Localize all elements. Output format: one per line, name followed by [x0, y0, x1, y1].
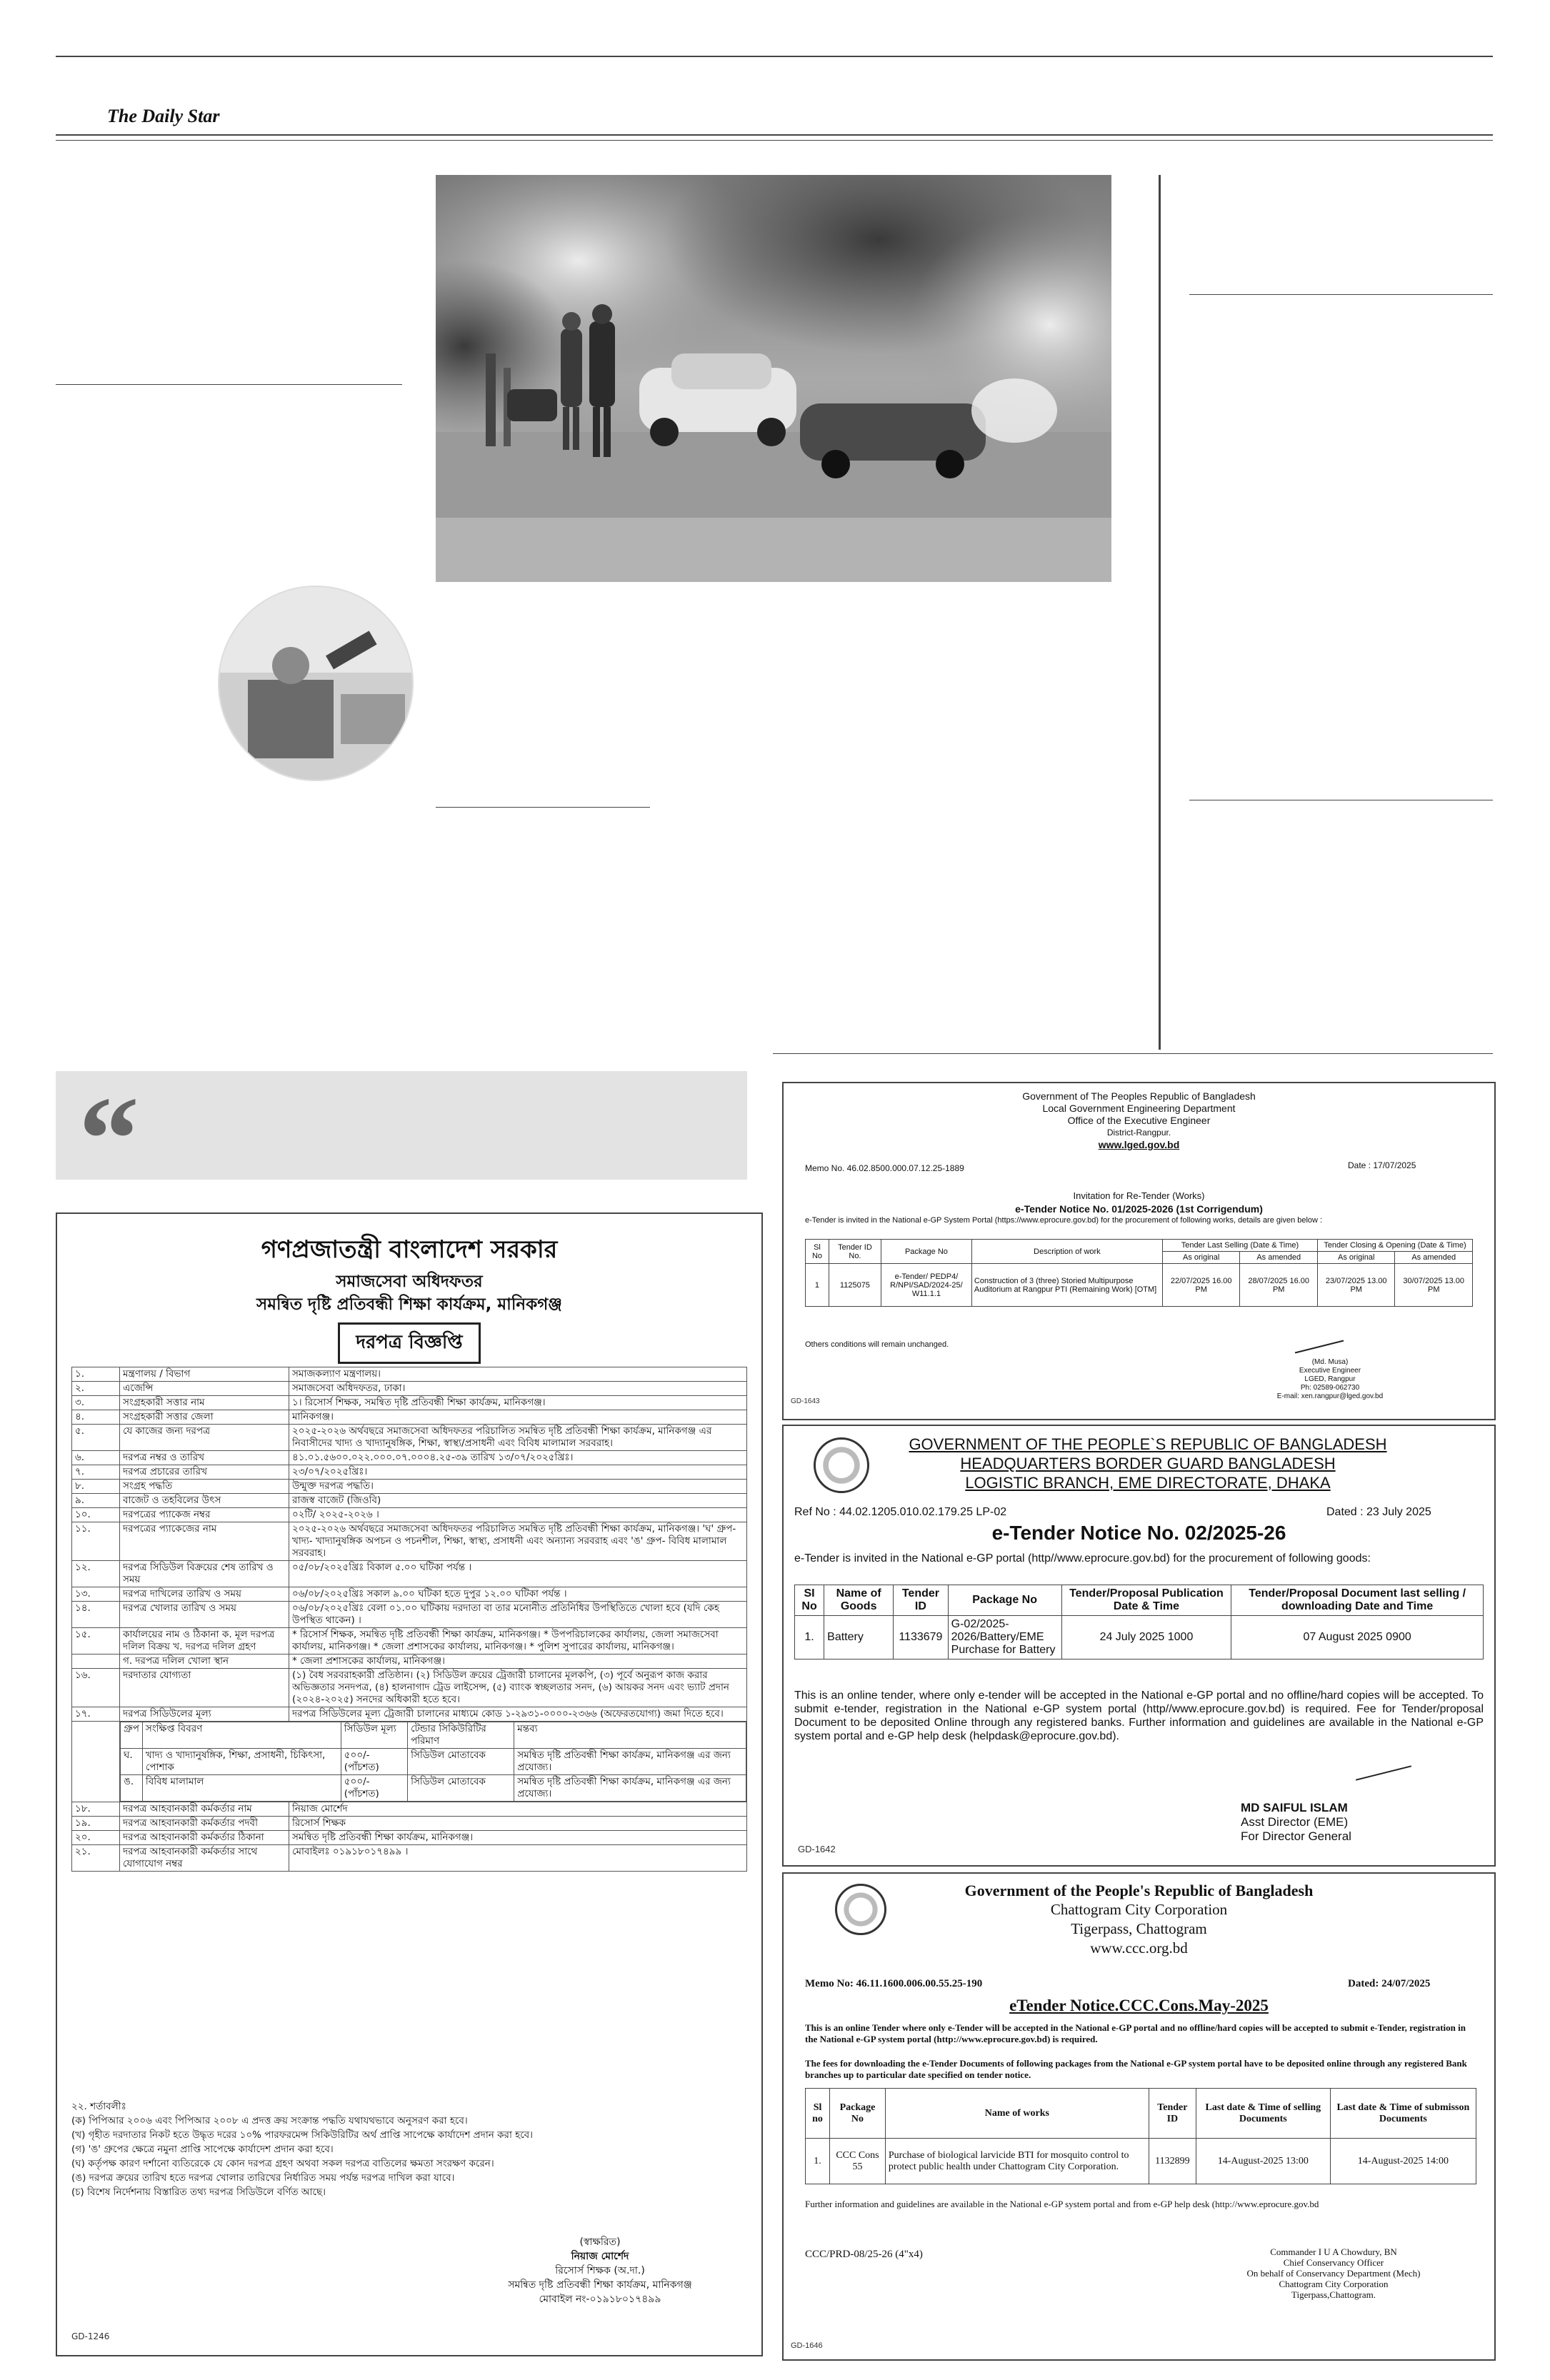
ccc-code: CCC/PRD-08/25-26 (4"x4)	[805, 2249, 923, 2260]
lged-invitation: Invitation for Re-Tender (Works)	[1073, 1190, 1205, 1201]
ccc-cell: 14-August-2025 14:00	[1330, 2139, 1476, 2184]
signature-line: নিয়াজ মোর্শেদ	[571, 2251, 629, 2262]
row-value: ০৬/০৮/২০২৫খ্রিঃ বেলা ০১.০০ ঘটিকায় দরদাতা বা তার মনোনীত প্রতিনিধির উপস্থিতিতে খোলা হবে (যদি কেহ উপস্থিত থাকেন) ।	[289, 1602, 747, 1628]
right-column-divider	[1159, 175, 1161, 1050]
lged-cell: 30/07/2025 13.00 PM	[1395, 1264, 1473, 1307]
lged-sub-4: As amended	[1395, 1252, 1473, 1264]
table-row	[72, 1707, 747, 1722]
lged-intro: e-Tender is invited in the National e-GP System Portal (https://www.eprocure.gov.bd) for the procurement of following works, details are given below :	[805, 1216, 1323, 1225]
row-label: সংগ্রহকারী সত্তার জেলা	[120, 1410, 289, 1425]
bgb-h3: LOGISTIC BRANCH, EME DIRECTORATE, DHAKA	[965, 1474, 1331, 1492]
row-value: ২৩/০৭/২০২৫খ্রিঃ।	[289, 1465, 747, 1480]
group-header: গ্রুপ	[121, 1722, 143, 1749]
ccc-cell: Purchase of biological larvicide BTI for mosquito control to protect public health under Chattogram City Corporation.	[885, 2139, 1149, 2184]
bgb-intro: e-Tender is invited in the National e-GP portal (http//www.eprocure.gov.bd) for the procurement of following goods:	[794, 1552, 1371, 1565]
row-value: মোবাইলঃ ০১৯১৮০১৭৪৯৯ ।	[289, 1845, 747, 1872]
lged-cell: 23/07/2025 13.00 PM	[1317, 1264, 1395, 1307]
lged-website[interactable]: www.lged.gov.bd	[1098, 1139, 1180, 1150]
row-value: ০৬/০৮/২০২৫খ্রিঃ সকাল ৯.০০ ঘটিকা হতে দুপুর ১২.০০ ঘটিকা পর্যন্ত ।	[289, 1587, 747, 1602]
row-label: বাজেট ও তহবিলের উৎস	[120, 1494, 289, 1508]
table-row	[72, 1382, 747, 1396]
bgb-cell: 1.	[795, 1616, 824, 1660]
ccc-signature-line: Commander I U A Chowdury, BN	[1270, 2246, 1397, 2257]
lged-sub-1: As original	[1162, 1252, 1240, 1264]
row-value: দরপত্র সিডিউলের মূল্য ট্রেজারী চালানের মাধ্যমে কোড ১-২৯৩১-০০০০-২৩৬৬ (অফেরতযোগ্য) জমা দিতে হবে।	[289, 1707, 747, 1722]
conditions	[71, 2099, 747, 2199]
lged-signature-line: E-mail: xen.rangpur@lged.gov.bd	[1276, 1392, 1384, 1400]
row-number: ৩.	[72, 1396, 120, 1410]
lged-signature-line: Ph: 02589-062730	[1300, 1384, 1360, 1392]
row-number: ১৬.	[72, 1669, 120, 1707]
row-number: ২১.	[72, 1845, 120, 1872]
right-rule-1	[1189, 294, 1493, 295]
notice-banner: দরপত্র বিজ্ঞপ্তি	[338, 1322, 480, 1364]
row-label: দরপত্র আহবানকারী কর্মকর্তার পদবী	[120, 1817, 289, 1831]
row-value: উন্মুক্ত দরপত্র পদ্ধতি।	[289, 1480, 747, 1494]
row-value: ০৫/০৮/২০২৫খ্রিঃ বিকাল ৫.০০ ঘটিকা পর্যন্ত ।	[289, 1561, 747, 1587]
masthead-rule-top	[56, 134, 1493, 136]
bgb-h-id: Tender ID	[894, 1585, 948, 1616]
table-row	[72, 1587, 747, 1602]
row-label: মন্ত্রণালয় / বিভাগ	[120, 1367, 289, 1382]
ccc-h-selling: Last date & Time of selling Documents	[1196, 2089, 1330, 2139]
quote-mark: “	[79, 1072, 139, 1206]
row-value: * জেলা প্রশাসকের কার্যালয়, মানিকগঞ্জ।	[289, 1655, 747, 1669]
row-label: এজেন্সি	[120, 1382, 289, 1396]
row-label: দরপত্রের প্যাকেজ নম্বর	[120, 1508, 289, 1522]
ad-section-rule	[773, 1053, 1493, 1054]
lged-h-desc: Description of work	[971, 1240, 1162, 1264]
group-cell: সিডিউল মোতাবেক	[408, 1749, 514, 1775]
bgb-code: GD-1642	[798, 1844, 836, 1854]
row-number: ২.	[72, 1382, 120, 1396]
lged-h2: Local Government Engineering Department	[1042, 1103, 1236, 1114]
top-rule	[56, 56, 1493, 57]
bgb-tender-ad	[782, 1425, 1496, 1867]
row-number: ৬.	[72, 1451, 120, 1465]
ccc-cell: 1.	[806, 2139, 830, 2184]
row-number: ১.	[72, 1367, 120, 1382]
table-row	[72, 1367, 747, 1382]
lged-h3: Office of the Executive Engineer	[1067, 1115, 1211, 1126]
ccc-cell: 14-August-2025 13:00	[1196, 2139, 1330, 2184]
bgb-table	[794, 1585, 1484, 1660]
table-row	[72, 1480, 747, 1494]
row-label: গ. দরপত্র দলিল খোলা স্থান	[120, 1655, 289, 1669]
ad-code: GD-1246	[71, 2331, 110, 2341]
lged-signature-line: LGED, Rangpur	[1304, 1375, 1356, 1383]
lged-cell: Construction of 3 (three) Storied Multipurpose Auditorium at Rangpur PTI (Remaining Work) [OTM]	[971, 1264, 1162, 1307]
bgb-signature-mark	[1356, 1765, 1411, 1780]
row-number: ১২.	[72, 1561, 120, 1587]
lged-h4: District-Rangpur.	[1106, 1128, 1171, 1138]
lged-note: Others conditions will remain unchanged.	[805, 1340, 949, 1349]
row-number: ১৪.	[72, 1602, 120, 1628]
condition-line: (খ) গৃহীত দরদাতার নিকট হতে উদ্ধৃত দরের ১০% পারফরমেন্স সিকিউরিটির অর্থ প্রাপ্তি সাপেক্ষে কার্যাদেশ প্রদান করা হবে।	[71, 2129, 534, 2141]
signature-line: সমন্বিত দৃষ্টি প্রতিবন্ধী শিক্ষা কার্যক্রম, মানিকগঞ্জ	[508, 2279, 692, 2291]
lged-cell: 22/07/2025 16.00 PM	[1162, 1264, 1240, 1307]
masthead-rule-bottom	[56, 140, 1493, 141]
lged-h-selling: Tender Last Selling (Date & Time)	[1162, 1240, 1317, 1252]
row-number: ৮.	[72, 1480, 120, 1494]
row-label: দরদাতার যোগ্যতা	[120, 1669, 289, 1707]
lged-tender-ad	[782, 1082, 1496, 1420]
row-label: দরপত্র আহবানকারী কর্মকর্তার নাম	[120, 1802, 289, 1817]
group-cell: সিডিউল মোতাবেক	[408, 1775, 514, 1802]
row-label: দরপত্র দাখিলের তারিখ ও সময়	[120, 1587, 289, 1602]
lged-table	[805, 1239, 1473, 1307]
tender-info-table	[71, 1367, 747, 1872]
ccc-h-id: Tender ID	[1149, 2089, 1196, 2139]
row-number: ১৮.	[72, 1802, 120, 1817]
bgb-signature-line: For Director General	[1241, 1829, 1351, 1843]
bgb-date: Dated : 23 July 2025	[1326, 1506, 1431, 1518]
row-value: ০২টি/ ২০২৫-২০২৬ ।	[289, 1508, 747, 1522]
group-cell: বিবিধ মালামাল	[142, 1775, 341, 1802]
table-row	[72, 1508, 747, 1522]
inset-photo	[218, 586, 414, 781]
lged-sub-3: As original	[1317, 1252, 1395, 1264]
row-label: দরপত্র নম্বর ও তারিখ	[120, 1451, 289, 1465]
bgb-h1: GOVERNMENT OF THE PEOPLE`S REPUBLIC OF BANGLADESH	[909, 1435, 1387, 1453]
lged-h-id: Tender ID No.	[829, 1240, 881, 1264]
condition-line: (চ) বিশেষ নির্দেশনায় বিস্তারিত তথ্য দরপত্র সিডিউলে বর্ণিত আছে।	[71, 2186, 326, 2198]
row-value: নিয়াজ মোর্শেদ	[289, 1802, 747, 1817]
row-value: ৪১.০১.৫৬০০.০২২.০০০.০৭.০০০৪.২৫-৩৯ তারিখ ১৩/০৭/২০২৫খ্রিঃ।	[289, 1451, 747, 1465]
table-row	[72, 1655, 747, 1669]
table-row	[72, 1602, 747, 1628]
ccc-h-submission: Last date & Time of submisson Documents	[1330, 2089, 1476, 2139]
row-label: দরপত্র প্রচারের তারিখ	[120, 1465, 289, 1480]
table-row	[72, 1845, 747, 1872]
lged-signature	[1241, 1358, 1419, 1401]
ad-sub1: সমাজসেবা অধিদফতর	[336, 1272, 483, 1291]
bgb-cell: 24 July 2025 1000	[1061, 1616, 1231, 1660]
lged-signature-line: Executive Engineer	[1299, 1367, 1361, 1375]
row-number: ২০.	[72, 1831, 120, 1845]
group-header: মন্তব্য	[514, 1722, 746, 1749]
row-number: ৪.	[72, 1410, 120, 1425]
masthead: The Daily Star	[107, 106, 220, 126]
ad-title: গণপ্রজাতন্ত্রী বাংলাদেশ সরকার	[261, 1235, 558, 1264]
lged-h-closing: Tender Closing & Opening (Date & Time)	[1317, 1240, 1472, 1252]
lged-memo: Memo No. 46.02.8500.000.07.12.25-1889	[805, 1163, 964, 1173]
lged-sub-2: As amended	[1240, 1252, 1318, 1264]
table-row	[72, 1817, 747, 1831]
group-header: সিডিউল মূল্য	[341, 1722, 407, 1749]
ccc-table	[805, 2088, 1476, 2184]
group-cell: ঙ.	[121, 1775, 143, 1802]
bgb-signature	[1241, 1801, 1484, 1844]
ccc-website[interactable]: www.ccc.org.bd	[1090, 1939, 1188, 1957]
table-row	[72, 1628, 747, 1655]
lged-cell: 1	[806, 1264, 829, 1307]
ccc-h1: Government of the People's Republic of Bangladesh	[964, 1882, 1314, 1899]
group-spacer	[72, 1722, 120, 1802]
bgb-h-pkg: Package No	[948, 1585, 1061, 1616]
group-cell: ৫০০/- (পাঁচশত)	[341, 1775, 407, 1802]
ccc-signature-line: Chattogram City Corporation	[1279, 2279, 1389, 2289]
ccc-signature-line: On behalf of Conservancy Department (Mech)	[1246, 2268, 1421, 2279]
group-header: টেন্ডার সিকিউরিটির পরিমাণ	[408, 1722, 514, 1749]
group-table	[120, 1722, 746, 1802]
row-number: ৯.	[72, 1494, 120, 1508]
table-row	[72, 1669, 747, 1707]
ccc-h-pkg: Package No	[830, 2089, 886, 2139]
news-photo	[436, 175, 1111, 582]
signature-line: রিসোর্স শিক্ষক (অ.দা.)	[555, 2265, 645, 2276]
row-label: দরপত্র খোলার তারিখ ও সময়	[120, 1602, 289, 1628]
table-row	[72, 1451, 747, 1465]
bgb-emblem-icon	[814, 1437, 869, 1493]
row-value: ১। রিসোর্স শিক্ষক, সমন্বিত দৃষ্টি প্রতিবন্ধী শিক্ষা কার্যক্রম, মানিকগঞ্জ।	[289, 1396, 747, 1410]
bangla-tender-ad	[56, 1212, 763, 2356]
ccc-notice-no: eTender Notice.CCC.Cons.May-2025	[1009, 1997, 1269, 2014]
ccc-cell: 1132899	[1149, 2139, 1196, 2184]
bgb-cell: 1133679	[894, 1616, 948, 1660]
row-label: সংগ্রহ পদ্ধতি	[120, 1480, 289, 1494]
lged-notice-no: e-Tender Notice No. 01/2025-2026 (1st Corrigendum)	[1015, 1203, 1263, 1215]
row-value: সমাজকল্যাণ মন্ত্রণালয়।	[289, 1367, 747, 1382]
lged-cell: 1125075	[829, 1264, 881, 1307]
bgb-body: This is an online tender, where only e-tender will be accepted in the National e-GP portal and no offline/hard copies will be accepted. To submit e-tender, registration in the National e-GP system portal (http//www.eprocure.gov.bd) is required. Fee for Tender/proposal Document to be deposited Online through any registered banks. Further information and guidelines are available in the National e-GP system portal and e-GP help desk (helpdask@eprocure.gov.bd).	[794, 1689, 1484, 1742]
lged-cell: e-Tender/ PEDP4/ R/NPI/SAD/2024-25/ W11.1.1	[881, 1264, 971, 1307]
ccc-tender-ad	[782, 1872, 1496, 2361]
row-number: ১০.	[72, 1508, 120, 1522]
row-value: সমাজসেবা অধিদফতর, ঢাকা।	[289, 1382, 747, 1396]
ccc-further: Further information and guidelines are available in the National e-GP system portal and from e-GP help desk (http://www.eprocure.gov.bd	[805, 2199, 1319, 2209]
ccc-p2: The fees for downloading the e-Tender Documents of following packages from the National e-GP system portal have to be deposited online through any registered Bank branches up to particular date specified on tender notice.	[805, 2058, 1467, 2080]
row-number: ১৯.	[72, 1817, 120, 1831]
row-number: ৫.	[72, 1425, 120, 1451]
bgb-h-last: Tender/Proposal Document last selling / downloading Date and Time	[1231, 1585, 1484, 1616]
ccc-code2: GD-1646	[791, 2341, 823, 2350]
row-number: ৭.	[72, 1465, 120, 1480]
group-header: সংক্ষিপ্ত বিবরণ	[142, 1722, 341, 1749]
bgb-h-goods: Name of Goods	[824, 1585, 894, 1616]
row-label: যে কাজের জন্য দরপত্র	[120, 1425, 289, 1451]
table-row	[72, 1410, 747, 1425]
left-column-rule	[56, 384, 402, 385]
lged-h-pkg: Package No	[881, 1240, 971, 1264]
condition-line: (ঙ) দরপত্র ক্রয়ের তারিখ হতে দরপত্র খোলার তারিখের নির্ধারিত সময় পর্যন্ত দরপত্র দাখিল করা যাবে।	[71, 2172, 455, 2184]
row-value: * রিসোর্স শিক্ষক, সমন্বিত দৃষ্টি প্রতিবন্ধী শিক্ষা কার্যক্রম, মানিকগঞ্জ। * উপপরিচালকের কার্যালয়, জেলা সমাজসেবা কার্যালয়, মানিকগঞ্জ। * জেলা প্রশাসকের কার্যালয়, মানিকগঞ্জ। * পুলিশ সুপারের কার্যালয়, মানিকগঞ্জ।	[289, 1628, 747, 1655]
row-number	[72, 1655, 120, 1669]
group-row	[121, 1775, 746, 1802]
pull-quote-box	[56, 1071, 747, 1180]
lged-code: GD-1643	[791, 1397, 820, 1405]
row-label: কার্যালয়ের নাম ও ঠিকানা ক. মূল দরপত্র দলিল বিক্রয় খ. দরপত্র দলিল গ্রহণ	[120, 1628, 289, 1655]
ccc-h3: Tigerpass, Chattogram	[1071, 1920, 1207, 1937]
row-value: সমন্বিত দৃষ্টি প্রতিবন্ধী শিক্ষা কার্যক্রম, মানিকগঞ্জ।	[289, 1831, 747, 1845]
lged-h-sl: Sl No	[806, 1240, 829, 1264]
signature-line: মোবাইল নং-০১৯১৮০১৭৪৯৯	[539, 2294, 661, 2305]
group-table-cell	[120, 1722, 747, 1802]
group-cell: খাদ্য ও খাদ্যানুষঙ্গিক, শিক্ষা, প্রসাধনী, চিকিৎসা, পোশাক	[142, 1749, 341, 1775]
group-cell: ৫০০/- (পাঁচশত)	[341, 1749, 407, 1775]
condition-line: (ক) পিপিআর ২০০৬ এবং পিপিআর ২০০৮ এ প্রদত্ত ক্রয় সংক্রান্ত পদ্ধতি যথাযথভাবে অনুসরণ করা হবে।	[71, 2115, 468, 2127]
row-value: ২০২৫-২০২৬ অর্থবছরে সমাজসেবা অধিদফতর পরিচালিত সমন্বিত দৃষ্টি প্রতিবন্ধী শিক্ষা কার্যক্রম, মানিকগঞ্জ এর নিবাসীদের খাদ্য ও খাদ্যানুষঙ্গিক, শিক্ষা, স্বাস্থ্য/প্রসাধনী এবং বিবিধ মালামাল সরবরাহ।	[289, 1425, 747, 1451]
row-value: ২০২৫-২০২৬ অর্থবছরে সমাজসেবা অধিদফতর পরিচালিত সমন্বিত দৃষ্টি প্রতিবন্ধী শিক্ষা কার্যক্রম, মানিকগঞ্জ। 'ঘ' গ্রুপ- খাদ্য- খাদ্যানুষঙ্গিক অপচন ও পচনশীল, শিক্ষা, স্বাস্থ্য, প্রসাধনী এবং অন্যান্য সরবরাহ এবং 'ঙ' গ্রুপ- বিবিধ মালামাল সরবরাহ।	[289, 1522, 747, 1561]
ad-sub2: সমন্বিত দৃষ্টি প্রতিবন্ধী শিক্ষা কার্যক্রম, মানিকগঞ্জ	[256, 1295, 562, 1314]
bgb-h-pub: Tender/Proposal Publication Date & Time	[1061, 1585, 1231, 1616]
lged-signature-mark	[1295, 1340, 1344, 1354]
row-value: রিসোর্স শিক্ষক	[289, 1817, 747, 1831]
table-row	[72, 1522, 747, 1561]
table-row	[72, 1465, 747, 1480]
table-row	[72, 1494, 747, 1508]
center-caption-rule	[436, 807, 650, 808]
row-value: (১) বৈধ সরবরাহকারী প্রতিষ্ঠান। (২) সিডিউল ক্রয়ের ট্রেজারী চালানের মূলকপি, (৩) পূর্বে অনুরূপ কাজ করার অভিজ্ঞতার সনদপত্র, (৪) হালনাগাদ ট্রেড লাইসেন্স, (৫) ব্যাংক স্বচ্ছলতার সনদ, (৬) আয়কর সনদ এবং ভ্যাট প্রদান (২০২৪-২০২৫) সনদের অধিকারী হতে হবে।	[289, 1669, 747, 1707]
ccc-p1: This is an online Tender where only e-Tender will be accepted in the National e-GP portal and no offline/hard copies will be accepted to submit e-Tender, registration in the National e-GP system portal (http://www.eprocure.gov.bd) is required.	[805, 2022, 1466, 2044]
group-cell: সমন্বিত দৃষ্টি প্রতিবন্ধী শিক্ষা কার্যক্রম, মানিকগঞ্জ এর জন্য প্রযোজ্য।	[514, 1775, 746, 1802]
table-row	[72, 1396, 747, 1410]
ccc-cell: CCC Cons 55	[830, 2139, 886, 2184]
row-number: ১৭.	[72, 1707, 120, 1722]
bgb-signature-line: MD SAIFUL ISLAM	[1241, 1801, 1348, 1814]
ccc-h2: Chattogram City Corporation	[1050, 1901, 1228, 1918]
row-number: ১১.	[72, 1522, 120, 1561]
row-label: দরপত্র সিডিউল বিক্রয়ের শেষ তারিখ ও সময়	[120, 1561, 289, 1587]
bgb-notice-no: e-Tender Notice No. 02/2025-26	[991, 1522, 1286, 1544]
table-row	[72, 1831, 747, 1845]
row-label: দরপত্র সিডিউলের মূল্য	[120, 1707, 289, 1722]
ccc-h-works: Name of works	[885, 2089, 1149, 2139]
group-table-row	[72, 1722, 747, 1802]
condition-line: (গ) 'ঙ' গ্রুপের ক্ষেত্রে নমুনা প্রাপ্তি সাপেক্ষে কার্যাদেশ প্রদান করা হবে।	[71, 2144, 334, 2155]
ccc-h-sl: Sl no	[806, 2089, 830, 2139]
lged-signature-line: (Md. Musa)	[1311, 1358, 1349, 1366]
row-label: দরপত্র আহবানকারী কর্মকর্তার ঠিকানা	[120, 1831, 289, 1845]
bgb-h2: HEADQUARTERS BORDER GUARD BANGLADESH	[960, 1455, 1336, 1472]
condition-line: (ঘ) কর্তৃপক্ষ কারণ দর্শানো ব্যতিরেকে যে কোন দরপত্র গ্রহণ অথবা সকল দরপত্র বাতিলের ক্ষমতা সংরক্ষণ করেন।	[71, 2158, 494, 2169]
group-cell: সমন্বিত দৃষ্টি প্রতিবন্ধী শিক্ষা কার্যক্রম, মানিকগঞ্জ এর জন্য প্রযোজ্য।	[514, 1749, 746, 1775]
bgb-ref: Ref No : 44.02.1205.010.02.179.25 LP-02	[794, 1506, 1007, 1518]
ccc-memo: Memo No: 46.11.1600.006.00.55.25-190	[805, 1978, 983, 1989]
row-value: রাজস্ব বাজেট (জিওবি)	[289, 1494, 747, 1508]
lged-cell: 28/07/2025 16.00 PM	[1240, 1264, 1318, 1307]
bgb-signature-line: Asst Director (EME)	[1241, 1815, 1349, 1829]
group-row	[121, 1749, 746, 1775]
table-row	[72, 1561, 747, 1587]
bgb-cell: 07 August 2025 0900	[1231, 1616, 1484, 1660]
bgb-cell: Battery	[824, 1616, 894, 1660]
row-label: সংগ্রহকারী সত্তার নাম	[120, 1396, 289, 1410]
row-label: দরপত্র আহবানকারী কর্মকর্তার সাথে যোগাযোগ নম্বর	[120, 1845, 289, 1872]
ccc-signature-line: Chief Conservancy Officer	[1283, 2257, 1384, 2268]
table-row	[72, 1802, 747, 1817]
lged-h1: Government of The Peoples Republic of Bangladesh	[1022, 1090, 1256, 1102]
ccc-date: Dated: 24/07/2025	[1348, 1978, 1431, 1989]
lged-date: Date : 17/07/2025	[1348, 1160, 1416, 1170]
group-header-row	[121, 1722, 746, 1749]
row-label: দরপত্রের প্যাকেজের নাম	[120, 1522, 289, 1561]
ccc-signature	[1184, 2246, 1484, 2300]
condition-line: ২২. শর্তাবলীঃ	[71, 2101, 126, 2112]
bgb-cell: G-02/2025-2026/Battery/EME Purchase for Battery	[948, 1616, 1061, 1660]
ccc-signature-line: Tigerpass,Chattogram.	[1291, 2289, 1376, 2300]
bgb-h-sl: SI No	[795, 1585, 824, 1616]
row-number: ১৫.	[72, 1628, 120, 1655]
table-row	[72, 1425, 747, 1451]
signature-line: (স্বাক্ষরিত)	[579, 2236, 621, 2248]
signature-block	[457, 2235, 743, 2306]
row-value: মানিকগঞ্জ।	[289, 1410, 747, 1425]
row-number: ১৩.	[72, 1587, 120, 1602]
group-cell: ঘ.	[121, 1749, 143, 1775]
